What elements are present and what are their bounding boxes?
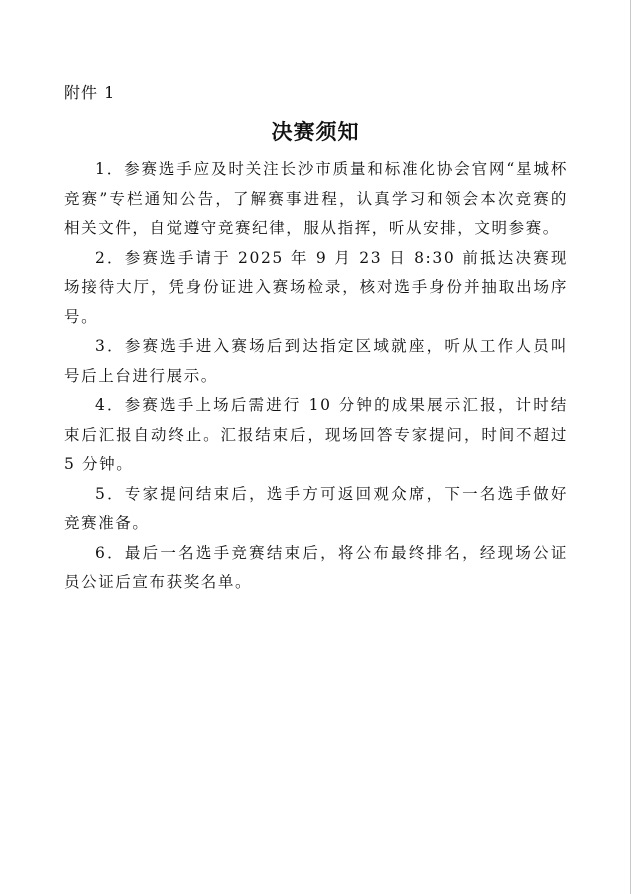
notice-item-3: 3．参赛选手进入赛场后到达指定区域就座，听从工作人员叫号后上台进行展示。 (64, 337, 568, 385)
page-title: 决赛须知 (271, 120, 360, 144)
notice-item-6: 6．最后一名选手竞赛结束后，将公布最终排名，经现场公证员公证后宣布获奖名单。 (64, 543, 568, 591)
notice-item-5: 5．专家提问结束后，选手方可返回观众席，下一名选手做好竞赛准备。 (64, 484, 568, 532)
notice-item-4: 4．参赛选手上场后需进行 10 分钟的成果展示汇报，计时结束后汇报自动终止。汇报结束后，现场回答专家提问，时间不超过 5 分钟。 (64, 396, 568, 473)
notice-item-2: 2．参赛选手请于 2025 年 9 月 23 日 8:30 前抵达决赛现场接待大厅，凭身份证进入赛场检录，核对选手身份并抽取出场序号。 (64, 248, 568, 326)
notice-body (64, 155, 568, 598)
notice-item-1: 1．参赛选手应及时关注长沙市质量和标准化协会官网“星城杯竞赛”专栏通知公告，了解赛事进程，认真学习和领会本次竞赛的相关文件，自觉遵守竞赛纪律，服从指挥，听从安排，文明参赛。 (64, 160, 568, 237)
attachment-label: 附件 1 (64, 83, 116, 102)
